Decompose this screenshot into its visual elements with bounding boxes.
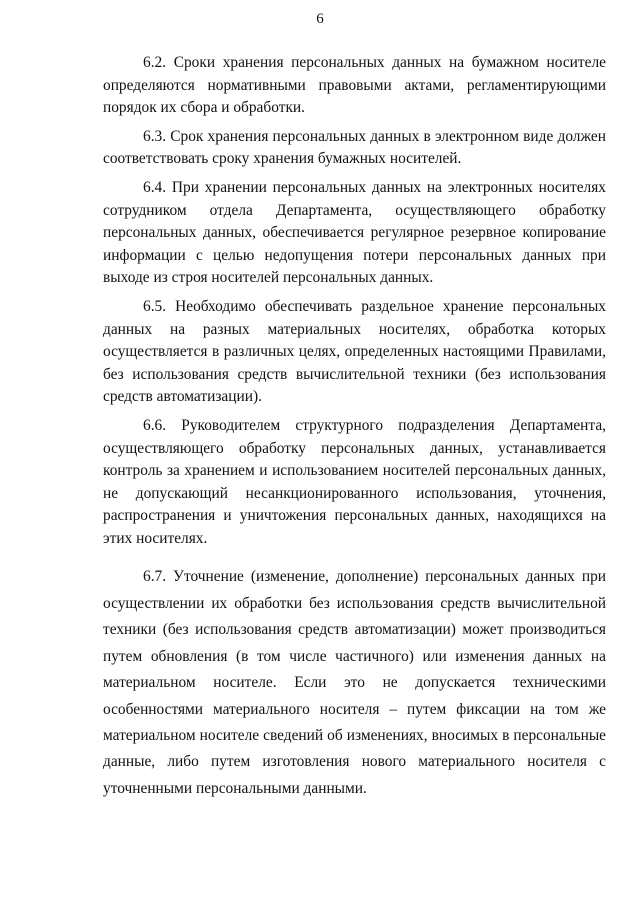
paragraph-6-3: 6.3. Срок хранения персональных данных в электронном виде должен соответствовать сроку хранения бумажных носителей. [103, 127, 606, 168]
paragraph-6-7: 6.7. Уточнение (изменение, дополнение) персональных данных при осуществлении их обработки без использования средств вычислительной техники (без использования средств автоматизации) может производиться путем обновления (в том числе частичного) или изменения данных на материальном носителе. Если это не допускается техническими особенностями материального носителя – путем фиксации на том же материальном носителе сведений об изменениях, вносимых в персональные данные, либо путем изготовления нового материального носителя с уточненными персональными данными. [103, 568, 606, 797]
paragraph-6-2: 6.2. Сроки хранения персональных данных на бумажном носителе определяются нормативными правовыми актами, регламентирующими порядок их сбора и обработки. [103, 54, 606, 117]
paragraph-6-4: 6.4. При хранении персональных данных на электронных носителях сотрудником отдела Департамента, осуществляющего обработку персональных данных, обеспечивается регулярное резервное копирование информации с целью недопущения потери персональных данных при выходе из строя носителей персональных данных. [103, 178, 606, 287]
page-number: 6 [316, 11, 324, 27]
paragraph-6-6: 6.6. Руководителем структурного подразделения Департамента, осуществляющего обработку персональных данных, устанавливается контроль за хранением и использованием носителей персональных данных, не допускающий несанкционированного использования, уточнения, распространения и уничтожения персональных данных, находящихся на этих носителях. [103, 416, 606, 547]
document-body [103, 52, 606, 802]
paragraph-6-5: 6.5. Необходимо обеспечивать раздельное хранение персональных данных на разных материальных носителях, обработка которых осуществляется в различных целях, определенных настоящими Правилами, без использования средств вычислительной техники (без использования средств автоматизации). [103, 297, 606, 406]
